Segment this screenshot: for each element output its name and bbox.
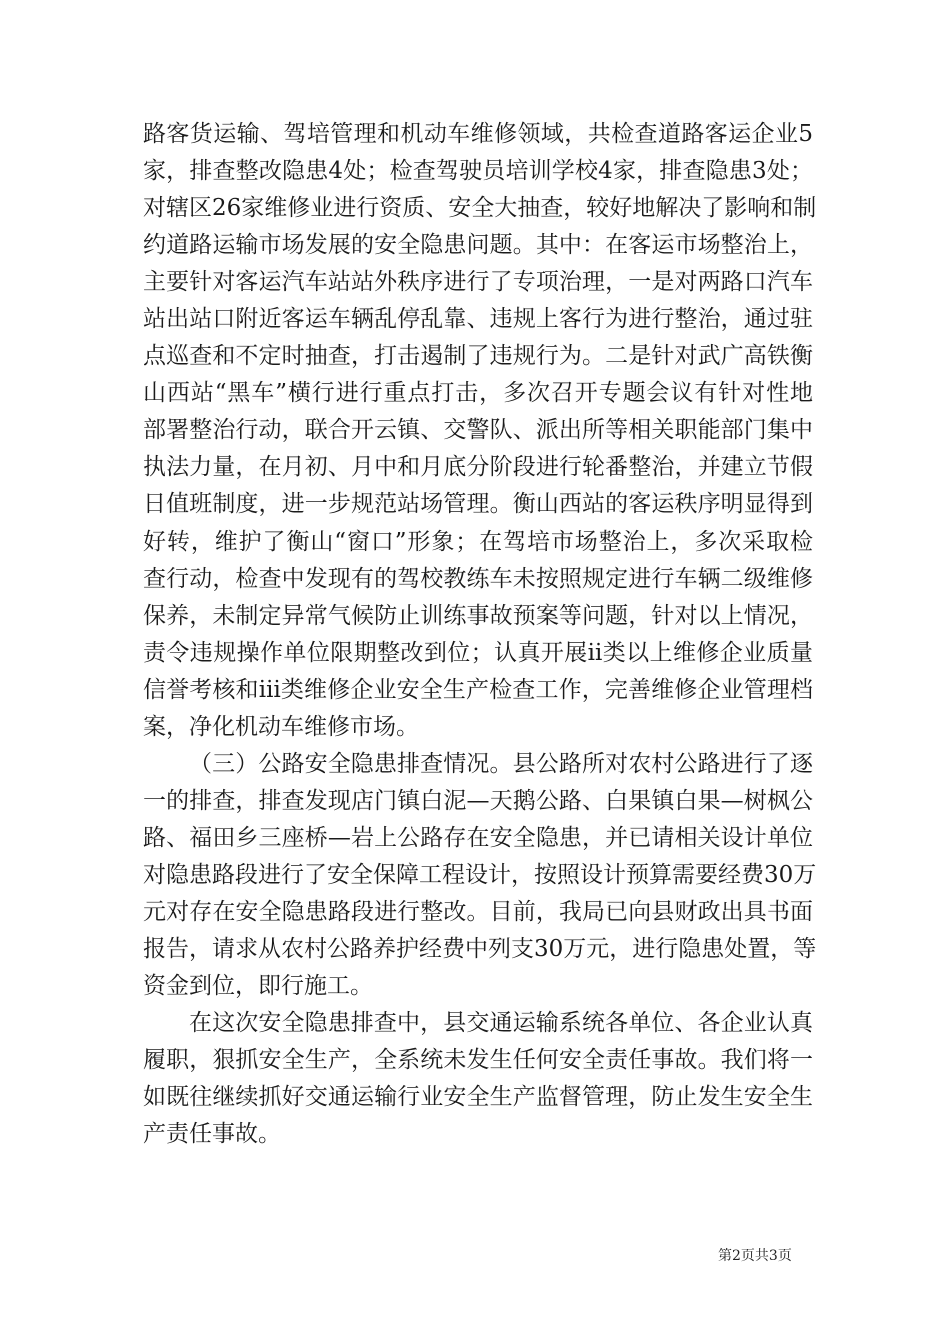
text-line: 在这次安全隐患排查中，县交通运输系统各单位、各企业认真 [189,1010,813,1037]
text-line: 日值班制度，进一步规范站场管理。衡山西站的客运秩序明显得到 [143,491,813,518]
text-line: 一的排查，排查发现店门镇白泥—天鹅公路、白果镇白果—树枫公 [143,787,813,814]
text-line: 对隐患路段进行了安全保障工程设计，按照设计预算需要经费30万 [143,861,817,888]
text-line: 元对存在安全隐患路段进行整改。目前，我局已向县财政出具书面 [143,898,813,925]
page-number: 第2页共3页 [718,1248,792,1264]
text-line: 履职，狠抓安全生产，全系统未发生任何安全责任事故。我们将一 [143,1047,813,1074]
text-line: 站出站口附近客运车辆乱停乱靠、违规上客行为进行整治，通过驻 [143,306,813,333]
text-line: 部署整治行动，联合开云镇、交警队、派出所等相关职能部门集中 [143,417,813,444]
text-line: 产责任事故。 [143,1121,281,1148]
text-line: 资金到位，即行施工。 [143,973,373,1000]
text-line: 路、福田乡三座桥—岩上公路存在安全隐患，并已请相关设计单位 [143,824,813,851]
text-line: 保养，未制定异常气候防止训练事故预案等问题，针对以上情况， [143,602,813,629]
text-line: 案，净化机动车维修市场。 [143,713,419,740]
text-line: 查行动，检查中发现有的驾校教练车未按照规定进行车辆二级维修 [143,565,813,592]
text-line: 山西站“黑车”横行进行重点打击，多次召开专题会议有针对性地 [143,380,813,407]
text-line: 责令违规操作单位限期整改到位；认真开展ⅱ类以上维修企业质量 [143,639,813,666]
text-line: 信誉考核和ⅲ类维修企业安全生产检查工作，完善维修企业管理档 [143,676,813,703]
text-line: 好转，维护了衡山“窗口”形象；在驾培市场整治上，多次采取检 [143,528,813,555]
text-line: 主要针对客运汽车站站外秩序进行了专项治理，一是对两路口汽车 [143,269,813,296]
text-line: 约道路运输市场发展的安全隐患问题。其中：在客运市场整治上， [143,232,813,259]
text-line: （三）公路安全隐患排查情况。县公路所对农村公路进行了逐 [189,750,813,777]
text-line: 报告，请求从农村公路养护经费中列支30万元，进行隐患处置，等 [143,936,817,963]
paragraph-road-transport [143,118,817,743]
text-line: 路客货运输、驾培管理和机动车维修领域，共检查道路客运企业5 [143,121,813,147]
text-line: 对辖区26家维修业进行资质、安全大抽查，较好地解决了影响和制 [143,195,817,222]
text-line: 家，排查整改隐患4处；检查驾驶员培训学校4家，排查隐患3处； [143,158,813,185]
paragraph-highway-hazards [143,748,817,1002]
text-line: 点巡查和不定时抽查，打击遏制了违规行为。二是针对武广高铁衡 [143,343,813,370]
paragraph-conclusion [143,1007,813,1150]
text-line: 如既往继续抓好交通运输行业安全生产监督管理，防止发生安全生 [143,1084,813,1111]
document-body [143,118,817,1155]
text-line: 执法力量，在月初、月中和月底分阶段进行轮番整治，并建立节假 [143,454,813,481]
